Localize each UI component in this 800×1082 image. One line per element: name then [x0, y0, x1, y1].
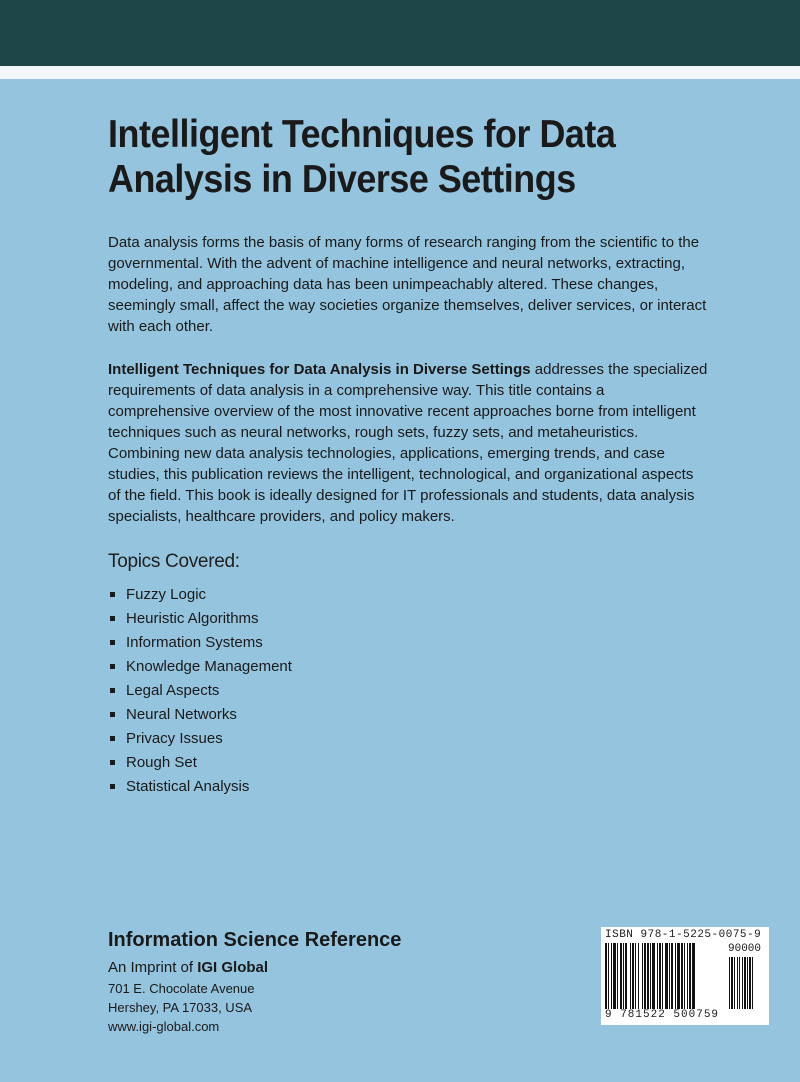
bullet-icon	[110, 712, 115, 717]
barcode-bar	[657, 943, 658, 1009]
barcode-addon-bar	[739, 957, 740, 1009]
barcode-bar	[644, 943, 646, 1009]
barcode-bar	[681, 943, 683, 1009]
barcode-bar	[659, 943, 661, 1009]
bullet-icon	[110, 664, 115, 669]
barcode-bar	[623, 943, 624, 1009]
topic-label: Fuzzy Logic	[126, 586, 207, 603]
barcode-addon-bar	[734, 957, 735, 1009]
barcode-addon-bar	[752, 957, 753, 1009]
barcode-bar	[613, 943, 616, 1009]
barcode-bar	[611, 943, 612, 1009]
barcode-bar	[687, 943, 688, 1009]
barcode-addon-bar	[729, 957, 730, 1009]
barcode-bar	[647, 943, 649, 1009]
topic-item	[108, 679, 708, 703]
topic-label: Rough Set	[126, 754, 197, 771]
title-line-1: Intelligent Techniques for Data	[108, 113, 616, 156]
bullet-icon	[110, 760, 115, 765]
barcode-bar	[669, 943, 670, 1009]
barcode-bar	[665, 943, 668, 1009]
topic-item	[108, 775, 708, 799]
barcode-bar	[635, 943, 636, 1009]
barcode-bar	[617, 943, 618, 1009]
bullet-icon	[110, 616, 115, 621]
barcode-bar	[630, 943, 631, 1009]
topic-label: Neural Networks	[126, 706, 237, 723]
bullet-icon	[110, 688, 115, 693]
top-color-band	[0, 0, 800, 66]
address-line-2: Hershey, PA 17033, USA	[108, 1000, 253, 1015]
publisher-block	[108, 926, 528, 1036]
isbn-label: ISBN 978-1-5225-0075-9	[605, 929, 762, 941]
barcode-bar	[620, 943, 622, 1009]
imprint-line	[108, 957, 528, 979]
barcode-bar	[642, 943, 643, 1009]
barcode-bar	[689, 943, 691, 1009]
topic-label: Information Systems	[126, 634, 263, 651]
barcode-addon-bar	[749, 957, 751, 1009]
topic-label: Heuristic Algorithms	[126, 610, 259, 627]
barcode-addon-bar	[747, 957, 748, 1009]
imprint-company: IGI Global	[197, 959, 269, 976]
topic-item	[108, 583, 708, 607]
bullet-icon	[110, 736, 115, 741]
barcode-addon-number: 90000	[728, 943, 762, 955]
bullet-icon	[110, 784, 115, 789]
barcode-addon-bar	[731, 957, 733, 1009]
barcode-bar	[625, 943, 627, 1009]
barcode-bar	[684, 943, 685, 1009]
bullet-icon	[110, 640, 115, 645]
barcode-bar	[675, 943, 676, 1009]
topic-label: Privacy Issues	[126, 730, 223, 747]
barcode-bar	[650, 943, 651, 1009]
barcode-addon-bar	[742, 957, 743, 1009]
topic-item	[108, 703, 708, 727]
topics-list	[108, 583, 708, 799]
topic-label: Statistical Analysis	[126, 778, 250, 795]
barcode-bar	[638, 943, 639, 1009]
barcode-bar	[662, 943, 663, 1009]
publisher-name: Information Science Reference	[108, 929, 402, 951]
imprint-prefix: An Imprint of	[108, 959, 198, 976]
topic-item	[108, 631, 708, 655]
topic-item	[108, 751, 708, 775]
barcode-bar	[692, 943, 695, 1009]
topics-heading: Topics Covered:	[108, 551, 240, 572]
topic-item	[108, 655, 708, 679]
topic-label: Knowledge Management	[126, 658, 292, 675]
book-title-inline: Intelligent Techniques for Data Analysis in Diverse Settings	[108, 361, 531, 378]
barcode-bar	[671, 943, 673, 1009]
white-stripe	[0, 66, 800, 79]
address-line-1: 701 E. Chocolate Avenue	[108, 981, 255, 996]
topic-item	[108, 607, 708, 631]
barcode-addon-bar	[737, 957, 738, 1009]
title-line-2: Analysis in Diverse Settings	[108, 158, 576, 201]
isbn-barcode	[601, 927, 769, 1025]
barcode-ean-number: 9 781522 500759	[605, 1009, 720, 1021]
barcode-bar	[605, 943, 607, 1009]
description-paragraph-2-text: addresses the specialized requirements of data analysis in a comprehensive way. This title contains a comprehensive overview of the most innovative recent approaches borne from intelligent techniques such as neural networks, rough sets, fuzzy sets, and metaheuristics. Combining new data analysis technologies, applications, emerging trends, and case studies, this publication reviews the intelligent, technological, and organizational aspects of the field. This book is ideally designed for IT professionals and students, data analysis specialists, healthcare providers, and policy makers.	[108, 361, 708, 525]
barcode-bar	[652, 943, 655, 1009]
description-paragraph-1: Data analysis forms the basis of many forms of research ranging from the scientific to the governmental. With the advent of machine intelligence and neural networks, extracting, modeling, and approaching data has been unimpeachably altered. These changes, seemingly small, affect the way societies organize themselves, deliver services, or interact with each other.	[108, 234, 707, 335]
barcode-bar	[677, 943, 680, 1009]
description-paragraph-2	[108, 359, 708, 527]
topic-label: Legal Aspects	[126, 682, 220, 699]
barcode-bar	[632, 943, 634, 1009]
topic-item	[108, 727, 708, 751]
back-cover-content	[108, 112, 708, 799]
barcode-bar	[608, 943, 609, 1009]
book-title	[108, 112, 715, 202]
barcode-addon-bar	[744, 957, 746, 1009]
website-link[interactable]: www.igi-global.com	[108, 1019, 220, 1034]
bullet-icon	[110, 592, 115, 597]
